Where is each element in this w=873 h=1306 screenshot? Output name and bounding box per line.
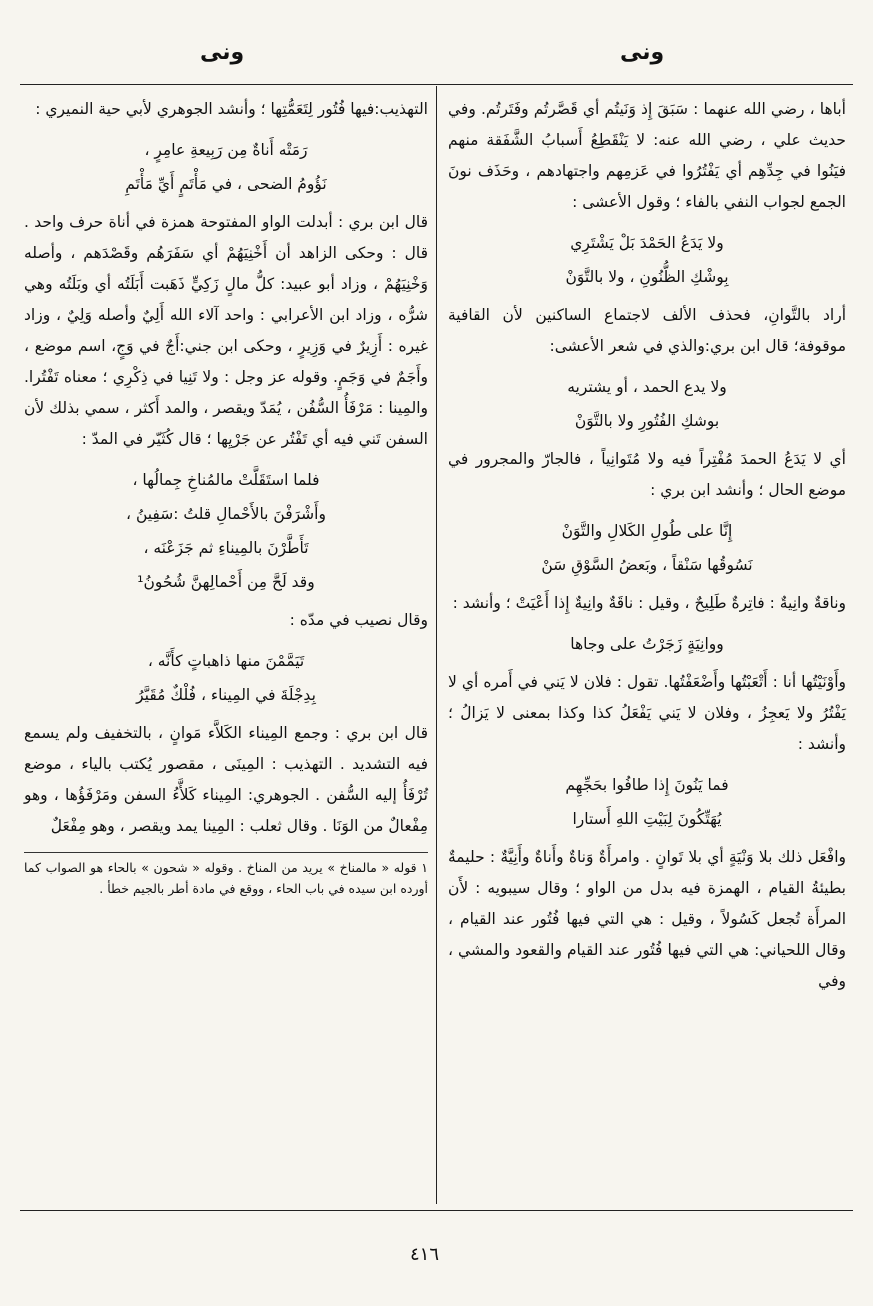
- verse: [24, 463, 428, 599]
- verse-line: بوشكِ الفُتُورِ ولا بالتَّوَنْ: [574, 412, 720, 430]
- page-number: ٤١٦: [410, 1244, 440, 1265]
- verse: [448, 768, 846, 836]
- header-rule: [20, 84, 853, 85]
- verse: [448, 226, 846, 294]
- verse-line: بِوشْكِ الظُّنُونِ ، ولا بالتَّوَنْ: [565, 268, 729, 286]
- paragraph: وقال نصيب في مدّه :: [289, 611, 428, 629]
- verse-line: تَأَطَّرْنَ بالمِيناءِ ثم جَزَعْنَه ،: [143, 539, 309, 557]
- footer-rule: [20, 1210, 853, 1211]
- paragraph: وافْعَل ذلك بلا وَنْيَةٍ أي بلا تَوانٍ . وامرأَةٌ وَناةٌ وأَناةٌ وأَنِيَّةٌ : حليمةٌ بطيئةُ القيام ، الهمزة فيه بدل من الواو ؛ وقال سيبويه : لأَن المرأَة تُجعل كَسُولاً ، وقيل : هي التي فيها فُتُور عند القيام ، وقال اللحياني: هي التي فيها فُتُور عند القيام والقعود والمشي ، وفي: [448, 848, 846, 990]
- verse-line: بِدِجْلَةَ في المِيناء ، فُلْكٌ مُقَيَّرُ: [136, 686, 316, 704]
- paragraph: وأَوْنَيْتُها أنا : أَتْعَبْتُها وأَضْعَفْتُها. تقول : فلان لا يَني في أَمره أي لا يَفْتُرُ ولا يَعجِزُ ، وفلان لا يَني يَفْعَلُ كذا وكذا بمعنى لا يَزالُ ؛ وأنشد :: [448, 673, 846, 753]
- verse-line: إِنَّا على طُولِ الكَلالِ والتَّوَنْ: [561, 522, 733, 540]
- verse-line: تَيَمَّمْنَ منها ذاهباتٍ كأَنَّه ،: [147, 652, 305, 670]
- verse: [24, 644, 428, 712]
- verse-line: نَؤُومُ الضحى ، في مَأْتَمٍ أَيِّ مَأْتَمِ: [125, 175, 327, 193]
- paragraph: التهذيب:فيها فُتُور لِتَعَمُّتِها ؛ وأنشد الجوهري لأبي حية النميري :: [35, 100, 428, 118]
- paragraph: أباها ، رضي الله عنهما : سَبَقَ إِذ وَنَيتُم أي قَصَّرتُم وفَتَرتُم. وفي حديث علي ، رضي الله عنه: لا يَنْقَطِعُ أَسبابُ الشَّفَقة منهم فيَنُوا في جِدِّهِم أي يَفْتُرُوا في عَزمِهم واجتهادهم ، وحَذَف نونَ الجمع لجواب النفي بالفاء ؛ وقول الأعشى :: [448, 100, 846, 211]
- paragraph: أراد بالتَّوانِ، فحذف الألف لاجتماع الساكنين لأن القافية موقوفة؛ قال ابن بري:والذي في شعر الأعشى:: [448, 306, 846, 355]
- verse-line: وقد لَحَّ مِن أَحْمالِهنَّ شُحُونُ¹: [137, 573, 315, 591]
- paragraph: أي لا يَدَعُ الحمدَ مُفْتِراً فيه ولا مُتَوانِياً ، فالجارّ والمجرور في موضع الحال ؛ وأنشد ابن بري :: [448, 450, 846, 499]
- verse-line: نَسُوقُها سَنْقاً ، وبَعضُ السَّوْقِ سَنْ: [541, 556, 753, 574]
- right-column: [448, 94, 846, 997]
- verse-line: ولا يدع الحمد ، أو يشتريه: [567, 378, 727, 396]
- verse: [448, 627, 846, 661]
- verse-line: فما يَنُونَ إِذا طافُوا بحَجِّهِم: [565, 776, 729, 794]
- running-head-left: ونى: [200, 40, 245, 65]
- verse-line: ووانِيَةٍ زَجَرْتُ على وجاها: [570, 635, 724, 653]
- paragraph: وناقةٌ وانِيةٌ : فاتِرةٌ طَلِيحٌ ، وقيل : ناقَةٌ وانِيةٌ إِذا أَعْيَتْ ؛ وأنشد :: [452, 594, 846, 612]
- running-head-right: ونى: [620, 40, 665, 65]
- verse-line: رَمَتْه أَناةٌ مِن رَبِيعةِ عامِرٍ ،: [144, 141, 308, 159]
- verse: [448, 370, 846, 438]
- column-divider: [436, 86, 437, 1204]
- verse-line: يُهَتِّكُونَ لِبَيْتِ اللهِ أَستارا: [572, 810, 722, 828]
- paragraph: قال ابن بري : وجمع المِيناء الكَلاَّء مَوانٍ ، بالتخفيف ولم يسمع فيه التشديد . التهذيب : المِينَى ، مقصور يُكتب بالياء ، موضع تُرْفَأُ إليه السُّفن . الجوهري: المِيناء كَلأَّءُ السفن ومَرْفَؤُها ، وهو مِفْعالٌ من الوَنَا . وقال ثعلب : المِينا يمد ويقصر ، وهو مِفْعَلٌ: [24, 724, 428, 835]
- verse-line: فلما استَقَلَّتْ مالمُناخِ جِمالُها ،: [132, 471, 320, 489]
- verse: [448, 514, 846, 582]
- paragraph: قال ابن بري : أبدلت الواو المفتوحة همزة في أناة حرف واحد . قال : وحكى الزاهد أن أَخْنِيَهُمْ أي سَفَرَهُم وقَصْدَهم ، وأصله وَخْنِيَهُمْ ، وزاد أبو عبيد: كلُّ مالٍ زَكِيٍّ ذَهَبت أَبَلَتُه أي وبَلَتُه وهي شرُّه ، وزاد ابن الأعرابي : واحد آلاء الله أَلِيٌ وأصله وَلِيٌ ، وزاد غيره : أَزِيرٌ في وَزِيرٍ ، وحكى ابن جني:أَجٌ في وَجٍ، اسم موضع ، وأَجَمٌ في وَجَمٍ. وقوله عز وجل : ولا تَنِيا في ذِكْرِي ؛ معناه تَفْتُرا. والمِينا : مَرْفَأُ السُّفُن ، يُمَدّ ويقصر ، والمد أَكثر ، سمي بذلك لأن السفن تَني فيه أي تَفْتُر عن جَرْيِها ؛ قال كُثَيّر في المدّ :: [24, 213, 428, 448]
- verse-line: وأَشْرَفْنَ بالأَحْمالِ قلتُ :سَفِينُ ،: [126, 505, 326, 523]
- verse: [24, 133, 428, 201]
- verse-line: ولا يَدَعُ الحَمْدَ بَلْ يَشْتَرِي: [570, 234, 724, 252]
- left-column: [24, 94, 428, 899]
- footnote: ١ قوله « مالمناخ » يريد من المناخ . وقوله « شحون » بالحاء هو الصواب كما أورده ابن سيده في باب الحاء ، ووقع في مادة أطر بالجيم خطأ .: [24, 852, 428, 899]
